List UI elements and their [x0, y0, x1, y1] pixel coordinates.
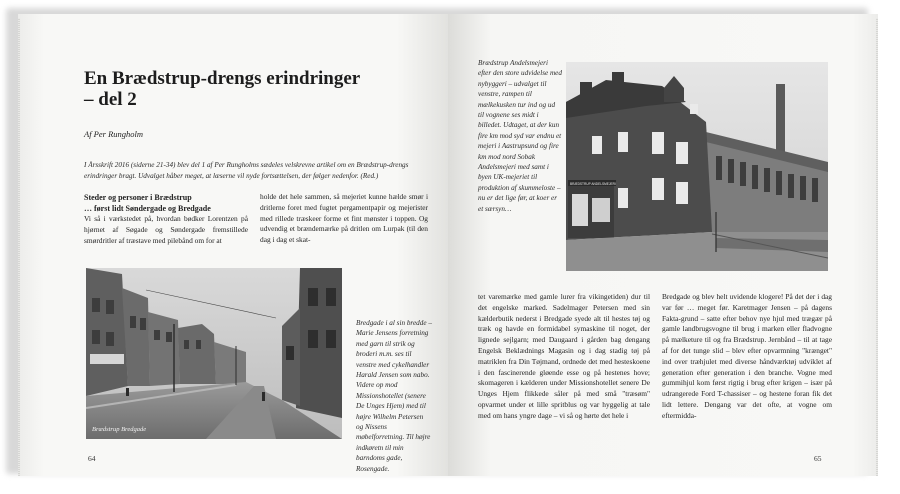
shop-sign: BRÆDSTRUP ANDELSMEJERI — [570, 182, 616, 186]
page-number: 64 — [88, 454, 96, 463]
body-text: tet varemærke med gamle lurer fra vikingetiden) dur til det engelske marked. Sadelmager Petersen med sin kælderbutik nederst i Bredgade syede alt til hestes tøj og træk og havde en formidabel symaskine til noget, der lignede sejlgarn; med Daugaard i gården bag dengang Engelsk Beklædnings Magasin og i dag stadig tøj på matriklen fra Din Tøjmand, ordnede det med hesteskoene i den fascinerende gløende esse og på hestenes hove; skomageren i kælderen under Missionshotellet senere De Unges Hjem flikkede såler på med små "træsøm" opvarmet under et lille spritblus og var hyggelig at tale med om hans yngre dage – vi så og hørte det hele i — [478, 292, 650, 420]
photo-inscription: Brædstrup Bredgade — [92, 426, 147, 433]
dairy-photo-image — [566, 62, 828, 271]
body-column-1 — [84, 192, 248, 246]
right-page — [448, 14, 878, 476]
body-text: Bredgade og blev helt uvidende klogere! På det der i dag var før … meget før. Karetmager Jensen – på dagens Fakta-grund – satte efter behov nye hjul med trægær på gamle landbrugsvogne til brug i marken eller fladvogne på mælketure til og fra Brædstrup. Jernbånd – til at tage af for det tunge slid – blev efter opvarmning "krænget" ind over træhjulet med diverse håndværktøj udviklet af generation efter generation i den branche. Vogne med gummihjul kom først rigtig i brug efter krigen – især på udrangerede Ford T-chassiser – og hestene foran fik det lidt lettere. Dengang var det ofte, at vogne om eftermidda- — [662, 292, 832, 420]
intro-paragraph: I Årsskrift 2016 (siderne 21-34) blev del 1 af Per Rungholms sædeles velskrevne artikel om en Brædstrup-drengs erindringer bragt. Udvalget håber meget, at læserne vil nyde fortsættelsen, der følger nedenfor. (Red.) — [84, 161, 409, 180]
photo-caption: Bredgade i al sin bredde – Marie Jensens forretning med garn til strik og broderi m.m. ses til venstre med cykelhandler Harald Jensen som nabo. Videre op mod Missionshotellet (senere De Unges Hjem) med til højre Wilhelm Petersen og Nissens møbelforretning. Til højre indkøretn til min barndoms gade, Rosengade. — [356, 319, 432, 473]
title-line-1: En Brædstrup-drengs erindringer — [84, 68, 361, 89]
title-line-2: – del 2 — [84, 89, 137, 110]
body-column-1 — [478, 292, 650, 422]
dairy-photo — [566, 62, 828, 271]
body-text: holde det hele sammen, så mejeriet kunne hælde smør i dritlerne foret med fugtet pergamentpapir og mejerister med rillede træskeer forme et fint mønster i toppen. Og udvendig et brændemærke på dritlen om Lurpak (til den dag i dag et skat- — [260, 192, 428, 245]
article-title — [84, 68, 404, 110]
left-page — [18, 14, 448, 476]
subhead-line-1: Steder og personer i Brædstrup — [84, 193, 192, 202]
subhead-line-2: … først lidt Søndergade og Bredgade — [84, 204, 211, 213]
body-column-2 — [662, 292, 832, 422]
street-photo-image — [86, 268, 342, 439]
page-number: 65 — [814, 454, 822, 463]
photo-caption: Brædstrup Andelsmejeri efter den store udvidelse med nybyggeri – udvalget til venstre, rampen til mælkekusken tur ind og ud til vognene ses midt i billedet. Udtaget, at der kun fire km mod syd var endnu et mejeri i Aastrupsund og fire km mod nord Sobak Andelsmejeri med samt i byen UK-mejeriet til produktion af skummeloste – nu er det lige før, at koer er et særsyn… — [478, 59, 562, 213]
open-book — [18, 14, 884, 482]
body-column-2 — [260, 192, 428, 246]
byline: Af Per Rungholm — [84, 129, 144, 139]
street-photo — [86, 268, 342, 439]
body-text: Vi så i værkstedet på, hvordan bødker Lorentzen på hjørnet af Søgade og Søndergade fremstillede smørdritler af træstave med pilebånd om for at — [84, 214, 248, 245]
